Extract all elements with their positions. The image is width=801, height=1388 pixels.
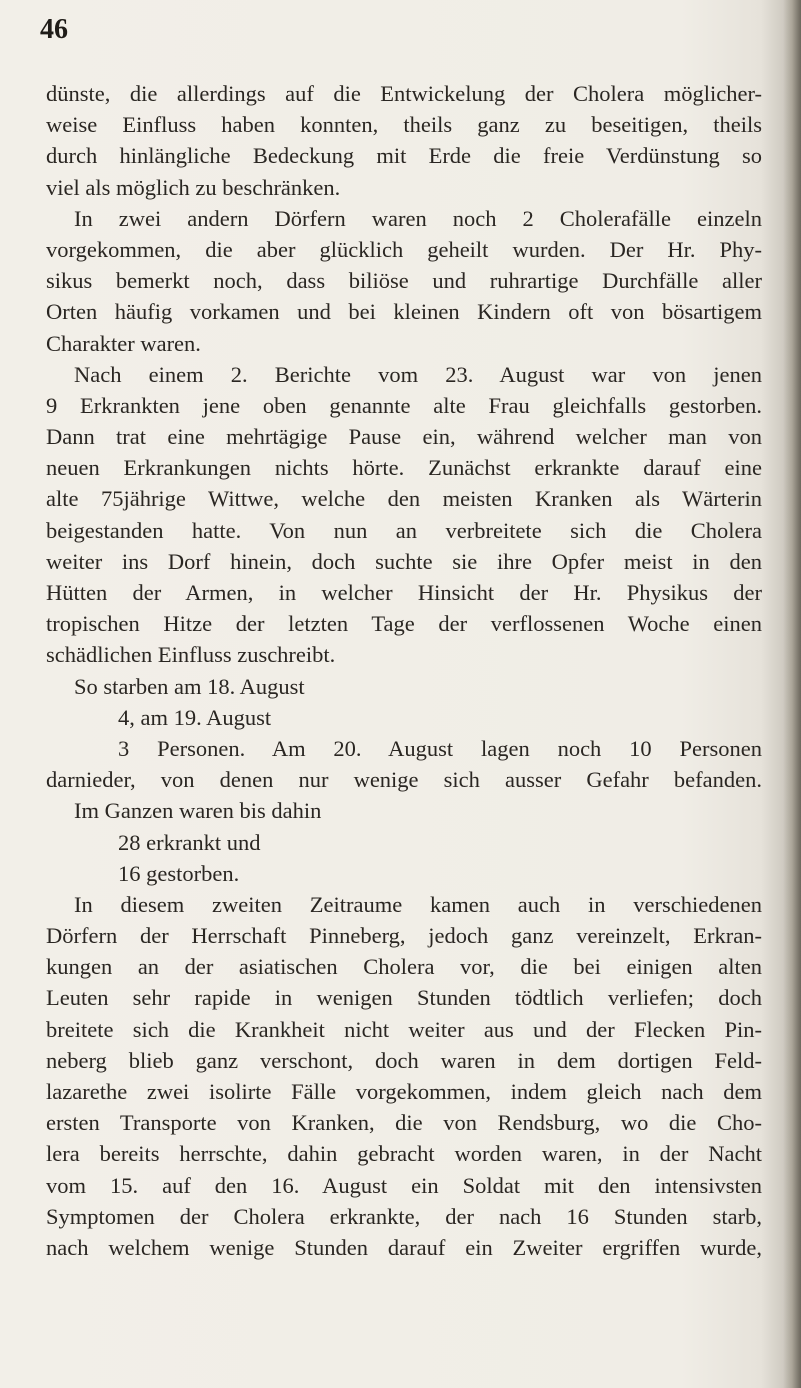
text-line: Charakter waren. bbox=[46, 330, 201, 356]
text-line: alte 75jährige Wittwe, welche den meisten Kranken als Wärterin bbox=[46, 486, 762, 512]
text-line: Leuten sehr rapide in wenigen Stunden tödtlich verliefen; doch bbox=[46, 985, 762, 1011]
text-line: kungen an der asiatischen Cholera vor, die bei einigen alten bbox=[46, 954, 762, 980]
text-line: Im Ganzen waren bis dahin bbox=[74, 798, 322, 824]
text-line: dünste, die allerdings auf die Entwickelung der Cholera möglicher- bbox=[46, 81, 762, 106]
body-text bbox=[46, 78, 762, 1263]
text-line: 4, am 19. August bbox=[118, 704, 272, 730]
text-line: Hütten der Armen, in welcher Hinsicht der Hr. Physikus der bbox=[46, 580, 762, 605]
text-line: viel als möglich zu beschränken. bbox=[46, 174, 341, 200]
text-line: neberg blieb ganz verschont, doch waren in dem dortigen Feld- bbox=[46, 1047, 762, 1073]
page-number: 46 bbox=[40, 14, 68, 45]
text-line: sikus bemerkt noch, dass biliöse und ruhrartige Durchfälle aller bbox=[46, 268, 762, 294]
text-line: lazarethe zwei isolirte Fälle vorgekommen, indem gleich nach dem bbox=[46, 1079, 762, 1104]
text-line: So starben am 18. August bbox=[74, 673, 305, 699]
text-line: durch hinlängliche Bedeckung mit Erde die freie Verdünstung so bbox=[46, 143, 762, 169]
text-line: darnieder, von denen nur wenige sich ausser Gefahr befanden. bbox=[46, 767, 762, 793]
text-line: weiter ins Dorf hinein, doch suchte sie ihre Opfer meist in den bbox=[46, 548, 762, 574]
text-line: Symptomen der Cholera erkrankte, der nach 16 Stunden starb, bbox=[46, 1203, 762, 1229]
text-line: 9 Erkrankten jene oben genannte alte Frau gleichfalls gestorben. bbox=[46, 392, 762, 418]
text-line: Dann trat eine mehrtägige Pause ein, während welcher man von bbox=[46, 424, 762, 450]
text-line: vorgekommen, die aber glücklich geheilt wurden. Der Hr. Phy- bbox=[46, 236, 762, 262]
text-line: 3 Personen. Am 20. August lagen noch 10 Personen bbox=[118, 735, 762, 761]
text-line: 28 erkrankt und bbox=[118, 829, 261, 855]
text-line: 16 gestorben. bbox=[118, 860, 240, 886]
text-line: Nach einem 2. Berichte vom 23. August war von jenen bbox=[74, 361, 762, 387]
text-line: In diesem zweiten Zeitraume kamen auch in verschiedenen bbox=[74, 891, 762, 917]
text-line: In zwei andern Dörfern waren noch 2 Cholerafälle einzeln bbox=[74, 205, 762, 231]
text-line: tropischen Hitze der letzten Tage der verflossenen Woche einen bbox=[46, 611, 762, 637]
text-line: weise Einfluss haben konnten, theils ganz zu beseitigen, theils bbox=[46, 112, 762, 138]
text-line: nach welchem wenige Stunden darauf ein Zweiter ergriffen wurde, bbox=[46, 1234, 762, 1260]
text-line: Orten häufig vorkamen und bei kleinen Kindern oft von bösartigem bbox=[46, 299, 762, 325]
text-line: Dörfern der Herrschaft Pinneberg, jedoch ganz vereinzelt, Erkran- bbox=[46, 923, 762, 949]
text-line: lera bereits herrschte, dahin gebracht worden waren, in der Nacht bbox=[46, 1141, 762, 1167]
text-line: schädlichen Einfluss zuschreibt. bbox=[46, 642, 336, 668]
text-line: ersten Transporte von Kranken, die von Rendsburg, wo die Cho- bbox=[46, 1110, 762, 1136]
text-line: beigestanden hatte. Von nun an verbreitete sich die Cholera bbox=[46, 517, 762, 543]
text-line: breitete sich die Krankheit nicht weiter aus und der Flecken Pin- bbox=[46, 1016, 762, 1042]
text-line: vom 15. auf den 16. August ein Soldat mit den intensivsten bbox=[46, 1172, 762, 1198]
page-edge-shadow bbox=[783, 0, 801, 1388]
text-line: neuen Erkrankungen nichts hörte. Zunächst erkrankte darauf eine bbox=[46, 455, 762, 481]
